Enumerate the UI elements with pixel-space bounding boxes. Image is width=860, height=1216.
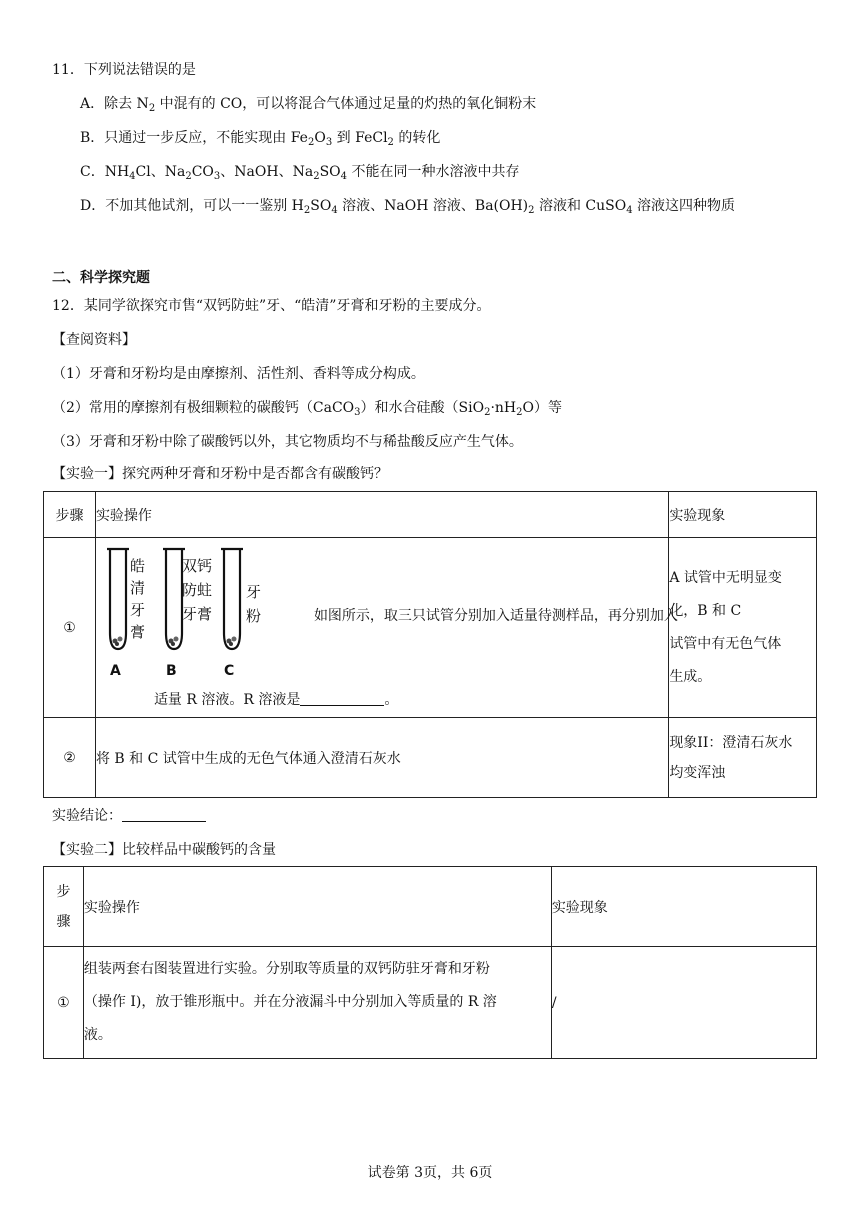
tube-a-label-3: 牙 (129, 600, 145, 619)
header-observation: 实验现象 (669, 492, 817, 538)
operation-1 (95, 538, 678, 718)
test-tube-a (107, 549, 129, 649)
step-2: ② (44, 718, 96, 798)
operation-1-text-line1: 如图所示，取三只试管分别加入适量待测样品，再分别加入 (313, 607, 678, 624)
observation-1: A 试管中无明显变 化，B 和 C 试管中有无色气体 生成。 (669, 538, 817, 718)
tube-c-label-2: 粉 (245, 606, 261, 625)
reference-item-2: （2）常用的摩擦剂有极细颗粒的碳酸钙（CaCO$_3$）和水合硅酸$(SiO_2\cdot nH_2O)$等 (52, 400, 562, 418)
tube-a-label-4: 膏 (129, 622, 145, 641)
operation-1-text-line2: 适量 R 溶液。R 溶液是 。 (153, 691, 399, 708)
tube-a-label-1: 皓 (129, 556, 145, 575)
q11-stem: 11．下列说法错误的是 (52, 62, 196, 78)
reference-title: 【查阅资料】 (52, 332, 136, 348)
experiment1-title: 【实验一】探究两种牙膏和牙粉中是否都含有碳酸钙？ (52, 466, 388, 482)
reference-item-1: （1）牙膏和牙粉均是由摩擦剂、活性剂、香料等成分构成。 (52, 366, 425, 382)
tube-b-letter: B (165, 662, 177, 679)
header-step: 步骤 (44, 492, 96, 538)
tube-c-letter: C (223, 662, 235, 679)
q11-option-d: D．不加其他试剂，可以一一鉴别 $H_2SO_4$ 溶液、NaOH 溶液、$Ba(OH)_2$ 溶液和 CuSO$_4$ 溶液这四种物质 (80, 198, 736, 216)
operation2-1: 组装两套右图装置进行实验。分别取等质量的双钙防驻牙膏和牙粉 （操作 I)，放于锥形瓶中。并在分液漏斗中分别加入等质量的 R 溶 液。 (83, 947, 551, 1059)
q11-option-c: C．$NH_4Cl$、$Na_2CO_3$、NaOH、$Na_2SO_4$ 不能在同一种水溶液中共存 (80, 164, 520, 182)
experiment2-table (43, 866, 817, 1059)
step-1: ① (44, 538, 96, 718)
observation-2: 现象II：澄清石灰水 均变浑浊 (669, 718, 817, 798)
header2-step: 步 骤 (44, 867, 84, 947)
answer-blank-conclusion[interactable] (122, 807, 206, 822)
experiment1-table (43, 491, 817, 798)
tube-b-label-2: 防蛀 (181, 580, 212, 599)
experiment1-conclusion: 实验结论： (52, 806, 206, 826)
operation-2: 将 B 和 C 试管中生成的无色气体通入澄清石灰水 (95, 718, 668, 798)
header2-operation: 实验操作 (83, 867, 551, 947)
test-tube-c (221, 549, 243, 649)
observation2-1: / (551, 947, 816, 1059)
tube-a-letter: A (109, 662, 121, 679)
step2-1: ① (44, 947, 84, 1059)
header2-observation: 实验现象 (551, 867, 816, 947)
section-heading: 二、科学探究题 (52, 270, 150, 286)
tube-b-label-1: 双钙 (181, 556, 212, 575)
tube-c-label-1: 牙 (245, 582, 261, 601)
tube-a-label-2: 清 (129, 578, 145, 597)
header-operation: 实验操作 (95, 492, 668, 538)
answer-blank-r-solution[interactable] (300, 691, 384, 706)
q12-stem: 12．某同学欲探究市售“双钙防蛀”牙、“皓清”牙膏和牙粉的主要成分。 (52, 298, 491, 314)
test-tubes-figure (104, 545, 269, 685)
q11-option-a: A．除去 $N_2$ 中混有的 CO，可以将混合气体通过足量的灼热的氧化铜粉末 (80, 96, 537, 114)
reference-item-3: （3）牙膏和牙粉中除了碳酸钙以外，其它物质均不与稀盐酸反应产生气体。 (52, 434, 523, 450)
experiment2-title: 【实验二】比较样品中碳酸钙的含量 (52, 842, 276, 858)
q11-option-b: B．只通过一步反应，不能实现由 $Fe_2O_3$ 到 FeCl$_2$ 的转化 (80, 130, 441, 148)
tube-b-label-3: 牙膏 (181, 604, 212, 623)
page-footer: 试卷第 3页，共 6页 (367, 1165, 493, 1181)
